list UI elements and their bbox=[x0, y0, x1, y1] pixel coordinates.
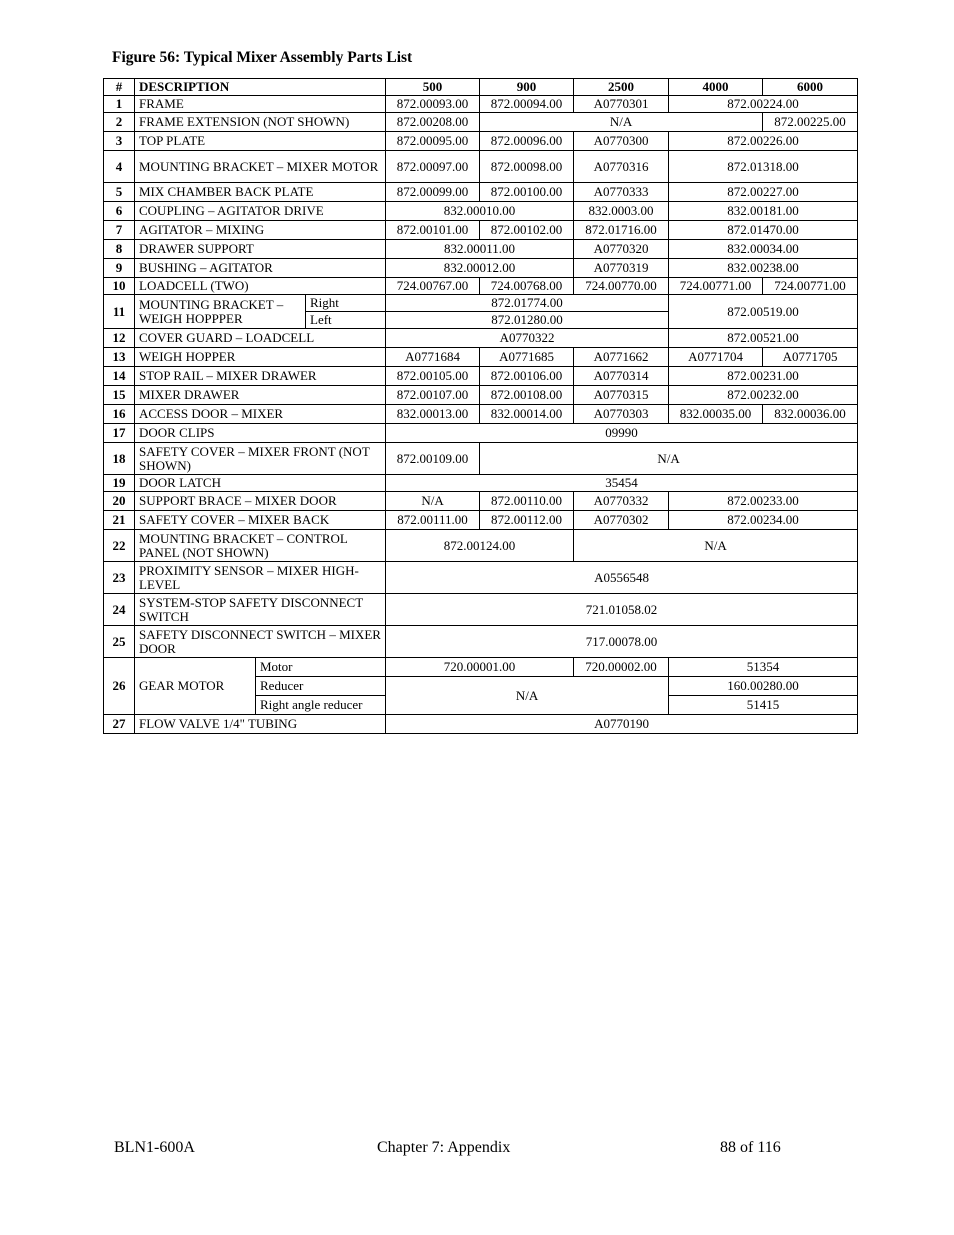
footer-document-id: BLN1-600A bbox=[114, 1139, 195, 1156]
footer-chapter: Chapter 7: Appendix bbox=[377, 1139, 511, 1156]
table-row bbox=[104, 492, 858, 511]
part-900: 872.00098.00 bbox=[480, 151, 574, 183]
part-500: 872.00107.00 bbox=[386, 386, 480, 405]
row-description: SAFETY COVER – MIXER BACK bbox=[135, 511, 386, 530]
row-description: MOUNTING BRACKET – MIXER MOTOR bbox=[135, 151, 386, 183]
part-500: 832.00013.00 bbox=[386, 405, 480, 424]
part-4000-6000: 872.01470.00 bbox=[669, 221, 858, 240]
part-4000-6000: 872.00234.00 bbox=[669, 511, 858, 530]
row-description: BUSHING – AGITATOR bbox=[135, 259, 386, 278]
part-900: 872.00100.00 bbox=[480, 183, 574, 202]
part-4000-6000: 872.00227.00 bbox=[669, 183, 858, 202]
part-500: 872.00111.00 bbox=[386, 511, 480, 530]
table-row bbox=[104, 240, 858, 259]
header-row bbox=[104, 79, 858, 96]
part-2500: A0770300 bbox=[574, 132, 669, 151]
part-900-6000: N/A bbox=[480, 443, 858, 475]
sub-label-left: Left bbox=[306, 312, 386, 329]
part-500-900: 832.00010.00 bbox=[386, 202, 574, 221]
row-description: SAFETY COVER – MIXER FRONT (NOT SHOWN) bbox=[135, 443, 386, 475]
row-description: FRAME EXTENSION (NOT SHOWN) bbox=[135, 113, 386, 132]
part-2500: A0770301 bbox=[574, 96, 669, 113]
reducer-500-2500: N/A bbox=[386, 677, 669, 715]
table-row bbox=[104, 151, 858, 183]
row-number: 23 bbox=[104, 562, 135, 594]
part-all: A0770190 bbox=[386, 715, 858, 734]
row-number: 10 bbox=[104, 278, 135, 295]
sub-label-right-angle-reducer: Right angle reducer bbox=[256, 696, 386, 715]
table-row bbox=[104, 562, 858, 594]
part-4000-6000: 832.00238.00 bbox=[669, 259, 858, 278]
header-num: # bbox=[104, 79, 135, 96]
row-number: 17 bbox=[104, 424, 135, 443]
table-row bbox=[104, 530, 858, 562]
row-description: DRAWER SUPPORT bbox=[135, 240, 386, 259]
table-row bbox=[104, 278, 858, 295]
part-500-2500: A0770322 bbox=[386, 329, 669, 348]
table-row bbox=[104, 511, 858, 530]
part-all: 35454 bbox=[386, 475, 858, 492]
part-500: 872.00093.00 bbox=[386, 96, 480, 113]
row-description: COVER GUARD – LOADCELL bbox=[135, 329, 386, 348]
part-2500: A0770303 bbox=[574, 405, 669, 424]
row-number: 6 bbox=[104, 202, 135, 221]
part-right-500-2500: 872.01774.00 bbox=[386, 295, 669, 312]
part-4000-6000: 872.00521.00 bbox=[669, 329, 858, 348]
table-row bbox=[104, 405, 858, 424]
table-row bbox=[104, 295, 858, 312]
parts-list-table bbox=[103, 78, 858, 734]
part-900: 872.00106.00 bbox=[480, 367, 574, 386]
header-6000: 6000 bbox=[763, 79, 858, 96]
part-900: 872.00108.00 bbox=[480, 386, 574, 405]
row-number: 7 bbox=[104, 221, 135, 240]
header-4000: 4000 bbox=[669, 79, 763, 96]
header-description: DESCRIPTION bbox=[135, 79, 386, 96]
part-900: 872.00112.00 bbox=[480, 511, 574, 530]
part-500: 872.00095.00 bbox=[386, 132, 480, 151]
part-500: 872.00109.00 bbox=[386, 443, 480, 475]
row-number: 15 bbox=[104, 386, 135, 405]
motor-500-900: 720.00001.00 bbox=[386, 658, 574, 677]
row-number: 13 bbox=[104, 348, 135, 367]
row-description: GEAR MOTOR bbox=[135, 658, 256, 715]
part-4000-6000: 872.00231.00 bbox=[669, 367, 858, 386]
part-2500: A0770320 bbox=[574, 240, 669, 259]
part-2500: A0770316 bbox=[574, 151, 669, 183]
row-number: 11 bbox=[104, 295, 135, 329]
table-row bbox=[104, 424, 858, 443]
part-500: 724.00767.00 bbox=[386, 278, 480, 295]
table-row bbox=[104, 202, 858, 221]
table-row bbox=[104, 348, 858, 367]
part-4000-6000: 872.01318.00 bbox=[669, 151, 858, 183]
row-description: MOUNTING BRACKET – CONTROL PANEL (NOT SHOWN) bbox=[135, 530, 386, 562]
table-row bbox=[104, 132, 858, 151]
row-number: 16 bbox=[104, 405, 135, 424]
part-4000-6000: 832.00181.00 bbox=[669, 202, 858, 221]
part-all: A0556548 bbox=[386, 562, 858, 594]
table-row bbox=[104, 329, 858, 348]
row-number: 25 bbox=[104, 626, 135, 658]
figure-title: Figure 56: Typical Mixer Assembly Parts List bbox=[112, 49, 413, 66]
part-2500: A0770315 bbox=[574, 386, 669, 405]
table-row bbox=[104, 113, 858, 132]
row-description: SUPPORT BRACE – MIXER DOOR bbox=[135, 492, 386, 511]
row-number: 18 bbox=[104, 443, 135, 475]
part-900: 872.00102.00 bbox=[480, 221, 574, 240]
part-2500: A0771662 bbox=[574, 348, 669, 367]
row-description: DOOR LATCH bbox=[135, 475, 386, 492]
part-2500: 724.00770.00 bbox=[574, 278, 669, 295]
part-900: 872.00096.00 bbox=[480, 132, 574, 151]
part-4000: A0771704 bbox=[669, 348, 763, 367]
row-description: STOP RAIL – MIXER DRAWER bbox=[135, 367, 386, 386]
motor-4000-6000: 51354 bbox=[669, 658, 858, 677]
row-number: 22 bbox=[104, 530, 135, 562]
table-row bbox=[104, 386, 858, 405]
row-number: 26 bbox=[104, 658, 135, 715]
part-500-900: 832.00011.00 bbox=[386, 240, 574, 259]
part-all: 721.01058.02 bbox=[386, 594, 858, 626]
table-row bbox=[104, 96, 858, 113]
part-left-500-2500: 872.01280.00 bbox=[386, 312, 669, 329]
header-500: 500 bbox=[386, 79, 480, 96]
row-description: TOP PLATE bbox=[135, 132, 386, 151]
right-angle-4000-6000: 51415 bbox=[669, 696, 858, 715]
part-900: 724.00768.00 bbox=[480, 278, 574, 295]
part-2500: 832.0003.00 bbox=[574, 202, 669, 221]
table-row bbox=[104, 626, 858, 658]
part-500-900: 872.00124.00 bbox=[386, 530, 574, 562]
part-900: A0771685 bbox=[480, 348, 574, 367]
sub-label-right: Right bbox=[306, 295, 386, 312]
table-row bbox=[104, 259, 858, 278]
part-4000-6000: 872.00233.00 bbox=[669, 492, 858, 511]
part-6000: 832.00036.00 bbox=[763, 405, 858, 424]
part-2500: A0770302 bbox=[574, 511, 669, 530]
table-row bbox=[104, 443, 858, 475]
part-4000-6000: 872.00224.00 bbox=[669, 96, 858, 113]
table-row bbox=[104, 367, 858, 386]
table-row bbox=[104, 658, 858, 677]
row-description: LOADCELL (TWO) bbox=[135, 278, 386, 295]
row-number: 12 bbox=[104, 329, 135, 348]
row-description: AGITATOR – MIXING bbox=[135, 221, 386, 240]
row-description: WEIGH HOPPER bbox=[135, 348, 386, 367]
sub-label-motor: Motor bbox=[256, 658, 386, 677]
row-number: 9 bbox=[104, 259, 135, 278]
part-500-900: 832.00012.00 bbox=[386, 259, 574, 278]
row-description: DOOR CLIPS bbox=[135, 424, 386, 443]
row-description: SAFETY DISCONNECT SWITCH – MIXER DOOR bbox=[135, 626, 386, 658]
table-row bbox=[104, 715, 858, 734]
row-description: PROXIMITY SENSOR – MIXER HIGH-LEVEL bbox=[135, 562, 386, 594]
part-6000: 724.00771.00 bbox=[763, 278, 858, 295]
sub-label-reducer: Reducer bbox=[256, 677, 386, 696]
row-number: 4 bbox=[104, 151, 135, 183]
part-2500: A0770333 bbox=[574, 183, 669, 202]
part-2500: A0770314 bbox=[574, 367, 669, 386]
row-description: FLOW VALVE 1/4" TUBING bbox=[135, 715, 386, 734]
table-row bbox=[104, 183, 858, 202]
row-number: 20 bbox=[104, 492, 135, 511]
row-description: MOUNTING BRACKET – WEIGH HOPPPER bbox=[135, 295, 306, 329]
part-500: N/A bbox=[386, 492, 480, 511]
row-description: SYSTEM-STOP SAFETY DISCONNECT SWITCH bbox=[135, 594, 386, 626]
part-4000: 724.00771.00 bbox=[669, 278, 763, 295]
row-number: 24 bbox=[104, 594, 135, 626]
part-all: 717.00078.00 bbox=[386, 626, 858, 658]
part-500: 872.00208.00 bbox=[386, 113, 480, 132]
row-number: 8 bbox=[104, 240, 135, 259]
part-900: 832.00014.00 bbox=[480, 405, 574, 424]
part-4000-6000: 832.00034.00 bbox=[669, 240, 858, 259]
row-number: 19 bbox=[104, 475, 135, 492]
part-2500-6000: N/A bbox=[574, 530, 858, 562]
header-900: 900 bbox=[480, 79, 574, 96]
row-description: COUPLING – AGITATOR DRIVE bbox=[135, 202, 386, 221]
part-4000: 832.00035.00 bbox=[669, 405, 763, 424]
part-500: 872.00099.00 bbox=[386, 183, 480, 202]
row-number: 14 bbox=[104, 367, 135, 386]
row-description: FRAME bbox=[135, 96, 386, 113]
row-number: 27 bbox=[104, 715, 135, 734]
footer-page-number: 88 of 116 bbox=[720, 1139, 781, 1156]
header-2500: 2500 bbox=[574, 79, 669, 96]
row-description: MIXER DRAWER bbox=[135, 386, 386, 405]
motor-2500: 720.00002.00 bbox=[574, 658, 669, 677]
part-500: A0771684 bbox=[386, 348, 480, 367]
part-6000: 872.00225.00 bbox=[763, 113, 858, 132]
part-2500: A0770332 bbox=[574, 492, 669, 511]
part-500: 872.00101.00 bbox=[386, 221, 480, 240]
part-900: 872.00110.00 bbox=[480, 492, 574, 511]
part-4000-6000: 872.00232.00 bbox=[669, 386, 858, 405]
row-number: 1 bbox=[104, 96, 135, 113]
part-4000-6000: 872.00519.00 bbox=[669, 295, 858, 329]
table-row bbox=[104, 475, 858, 492]
part-500: 872.00105.00 bbox=[386, 367, 480, 386]
reducer-4000-6000: 160.00280.00 bbox=[669, 677, 858, 696]
part-2500: A0770319 bbox=[574, 259, 669, 278]
part-all: 09990 bbox=[386, 424, 858, 443]
row-number: 21 bbox=[104, 511, 135, 530]
row-number: 2 bbox=[104, 113, 135, 132]
row-number: 5 bbox=[104, 183, 135, 202]
table-row bbox=[104, 594, 858, 626]
part-4000-6000: 872.00226.00 bbox=[669, 132, 858, 151]
row-description: ACCESS DOOR – MIXER bbox=[135, 405, 386, 424]
table-row bbox=[104, 221, 858, 240]
part-500: 872.00097.00 bbox=[386, 151, 480, 183]
part-900: 872.00094.00 bbox=[480, 96, 574, 113]
row-description: MIX CHAMBER BACK PLATE bbox=[135, 183, 386, 202]
part-2500: 872.01716.00 bbox=[574, 221, 669, 240]
part-900-4000: N/A bbox=[480, 113, 763, 132]
row-number: 3 bbox=[104, 132, 135, 151]
part-6000: A0771705 bbox=[763, 348, 858, 367]
